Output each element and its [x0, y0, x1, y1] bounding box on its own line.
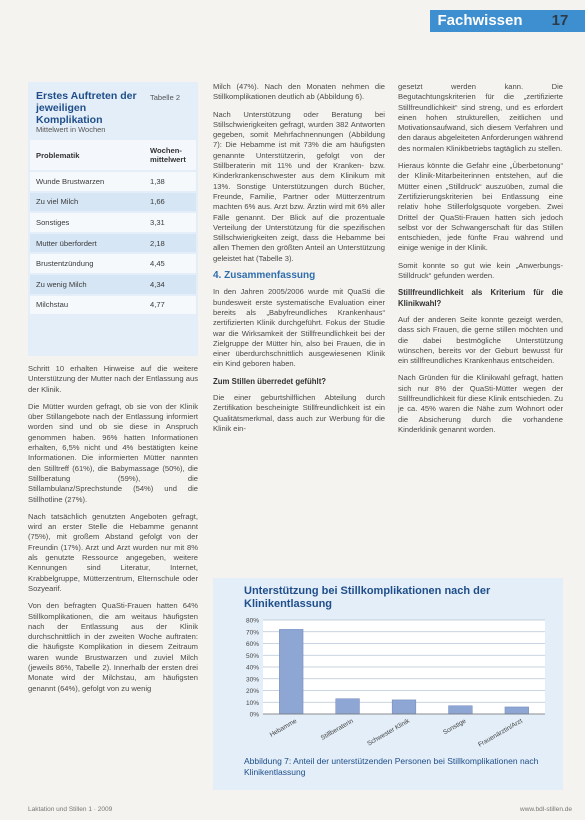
bar-chart: [215, 612, 560, 757]
subheading: Stillfreundlichkeit als Kriterium für die Klinikwahl?: [398, 288, 563, 308]
y-tick-label: 60%: [245, 641, 259, 648]
bar: [336, 699, 360, 714]
row-label: Brustentzündung: [30, 253, 144, 274]
subheading: Zum Stillen überredet gefühlt?: [213, 376, 327, 386]
paragraph: Milch (47%). Nach den Monaten nehmen die Stillkomplikationen deutlich ab (Abbildung 6).: [213, 82, 385, 102]
bar: [505, 707, 529, 714]
paragraph: Auf der anderen Seite konnte gezeigt werden, dass sich Frauen, die gerne stillen möchten und die dabei bestmögliche Unterstützung wünschen, bereits vor der Geburt bewusst für ein stillfreundliches Krankenhaus entscheiden.: [398, 314, 563, 366]
row-value: 1,66: [144, 192, 196, 213]
row-value: 1,38: [144, 171, 196, 192]
paragraph: Somit konnte so gut wie kein „Anwerbungs-Stilldruck“ gefunden werden.: [398, 260, 563, 281]
y-tick-label: 80%: [245, 617, 259, 625]
x-tick-label: Stillberaterin: [319, 717, 355, 742]
table-row: [30, 212, 196, 233]
table-row: [30, 171, 196, 192]
section-heading: 4. Zusammenfassung: [213, 270, 316, 282]
table-subtitle: Mittelwert in Wochen: [36, 125, 106, 134]
bar: [449, 706, 473, 714]
row-value: 4,34: [144, 274, 196, 295]
complication-table: [30, 140, 196, 314]
table-header-problem: Problematik: [30, 140, 144, 171]
text-column-3: [398, 82, 563, 570]
paragraph: Nach Gründen für die Klinikwahl gefragt, hatten sich nur 8% der QuaSti-Mütter wegen der Stillfreundlichkeit für diese Klinik entschieden. Zu je ca. 45% waren die Nähe zum Wohnort oder die Absicherung durch die vorhandene Kinderklinik genannt worden.: [398, 373, 563, 434]
text-column-2: [213, 82, 385, 570]
table-row: [30, 233, 196, 254]
table-tag: Tabelle 2: [150, 93, 181, 102]
row-value: 3,31: [144, 212, 196, 233]
paragraph: Von den befragten QuaSti-Frauen hatten 64% Stillkomplikationen, die am weitaus häufigsten nach der Entlassung aus der Klinik durchschnittlich in der zweiten Woche auftraten: die häufigste Komplikation in diesem Zeitraum waren wunde Brustwarzen und zuviel Milch (jeweils 86%, Tabelle 2). Innerhalb der ersten drei Monate wird der Milchstau, am häufigsten genannt (64%), gefolgt von zu wenig: [28, 601, 198, 693]
y-tick-label: 20%: [245, 688, 259, 695]
y-tick-label: 50%: [245, 652, 259, 660]
text-column-1: [28, 364, 198, 804]
row-label: Zu viel Milch: [30, 192, 144, 213]
row-value: 4,77: [144, 295, 196, 315]
footer-right: www.bdl-stillen.de: [520, 806, 573, 813]
figure-caption: Abbildung 7: Anteil der unterstützenden Personen bei Stillkomplikationen nach Klinikentlassung: [244, 756, 539, 777]
row-label: Sonstiges: [30, 212, 144, 233]
y-tick-label: 0%: [249, 711, 259, 719]
page-header: [0, 0, 585, 38]
y-tick-label: 30%: [245, 676, 259, 684]
y-tick-label: 70%: [245, 629, 259, 637]
bar: [392, 700, 416, 714]
row-value: 4,45: [144, 253, 196, 274]
footer-left: Laktation und Stillen 1 · 2009: [28, 806, 113, 813]
page-number: 17: [551, 12, 569, 29]
table-row: [30, 274, 196, 295]
y-tick-label: 10%: [245, 699, 259, 707]
row-label: Mutter überfordert: [30, 233, 144, 254]
table-row: [30, 295, 196, 315]
paragraph: Nach tatsächlich genutzten Angeboten gefragt, wird an erster Stelle die Hebamme genannt (75%), mit großem Abstand gefolgt von der Freundin (17%). Arzt und Arzt wurden nur mit 8% als genutzte Ressource angegeben, weitere Kennungen sind Literatur, Internet, Krabbelgruppe, Mütterzentrum, Elternschule oder Sozyearif.: [28, 511, 198, 593]
x-tick-label: Hebamme: [268, 717, 299, 739]
table-title: Erstes Auftreten der jeweiligen Komplikation: [36, 90, 137, 126]
paragraph: gesetzt werden kann. Die Begutachtungskriterien für die „zertifizierte Stillfreundlichkeit“ sind streng, und es erfordert einen hohen strukturellen, zeitlichen und Motivationsaufwand, sich diesem Verfahren und den daraus abgeleiteten Anforderungen während des normalen Klinikbetriebs tagtäglich zu stellen.: [398, 82, 563, 153]
y-tick-label: 40%: [245, 664, 259, 672]
row-value: 2,18: [144, 233, 196, 254]
table-row: [30, 253, 196, 274]
table-header-weeks: Wochen-mittelwert: [144, 140, 196, 171]
paragraph: Die einer geburtshilflichen Abteilung durch Zertifikation bescheinigte Stillfreundlichkeit ist ein Qualitätsmerkmal, dass auch zur Werbung für die Klinik ein-: [213, 393, 385, 433]
x-tick-label: Sonstige: [441, 717, 468, 737]
section-title: Fachwissen: [437, 12, 523, 29]
row-label: Wunde Brustwarzen: [30, 171, 144, 192]
paragraph: Die Mütter wurden gefragt, ob sie von der Klinik über Stillangebote nach der Entlassung informiert worden sind und ob sie diese in Anspruch genommen haben. 96% hatten Informationen erhalten, 6,5% nicht und 4% bestätigten keine Informationen. Die informierten Mütter nannten den Stilltreff (61%), die Babymassage (50%), die Stillberatung (59%), die Stillambulanz/Sprechstunde (54%) und die Stillhotline (27%).: [28, 401, 198, 504]
paragraph: Hieraus könnte die Gefahr eine „Überbetonung“ der Klinik-Mitarbeiterinnen entstehen, auf die Mütter einen „Stilldruck“ auszuüben, zumal die Zertifizierungskriterien bei Entlassung eine relativ hohe Stillerfolgsquote vorgeben. Zwei Drittel der QuaSti-Frauen hatten sich jedoch selbst vor der Schwangerschaft für das Stillen entschieden, jede fünfte Frau während und einige wenige in der Klinik.: [398, 161, 563, 253]
table-row: [30, 192, 196, 213]
paragraph: Nach Unterstützung oder Beratung bei Stillschwierigkeiten gefragt, wurden 382 Antworten gegeben, somit Mehrfachnennungen (Abbildung 7): Die Hebamme ist mit 73% die am häufigsten genannte Unterstützerin, gefolgt von der Stillberaterin mit 11% und der Kranken- bzw. Kinderkrankenschwester aus dem Klinikum mit 13%. Sonstige Unterstützungen durch Bücher, Freunde, Familie, Partner oder Mütterzentrum machten 6% aus. Arzt bzw. Ärztin wird mit 6% aller Fälle genannt. Der Blick auf die prozentuale Verteilung der Unterstützung für die spezifischen Stillschwierigkeiten zeigt, dass die Hebamme bei allen Themen den größten Anteil an Unterstützung geleistet hat (Tabelle 3).: [213, 109, 385, 263]
x-tick-label: Schwester Klinik: [366, 717, 411, 748]
row-label: Milchstau: [30, 295, 144, 315]
paragraph: Schritt 10 erhalten Hinweise auf die weitere Unterstützung der Mutter nach der Entlassung aus der Klinik.: [28, 364, 198, 394]
row-label: Zu wenig Milch: [30, 274, 144, 295]
paragraph: In den Jahren 2005/2006 wurde mit QuaSti die bundesweit erste systematische Evaluation einer bereits als „Babyfreundliches Krankenhaus“ zertifizierten Klinik durchgeführt. Fokus der Studie war die Wirksamkeit der Stillfreundlichkeit bei der Zielgruppe der Mütter hin, also bei Frauen, die in einer überdurchschnittlich ausgewiesenen Klinik ein Kind geboren haben.: [213, 287, 385, 369]
figure-title: Unterstützung bei Stillkomplikationen nach der Klinikentlassung: [244, 585, 491, 610]
x-tick-label: Frauenärztin/Arzt: [477, 717, 524, 749]
bar: [279, 629, 303, 714]
